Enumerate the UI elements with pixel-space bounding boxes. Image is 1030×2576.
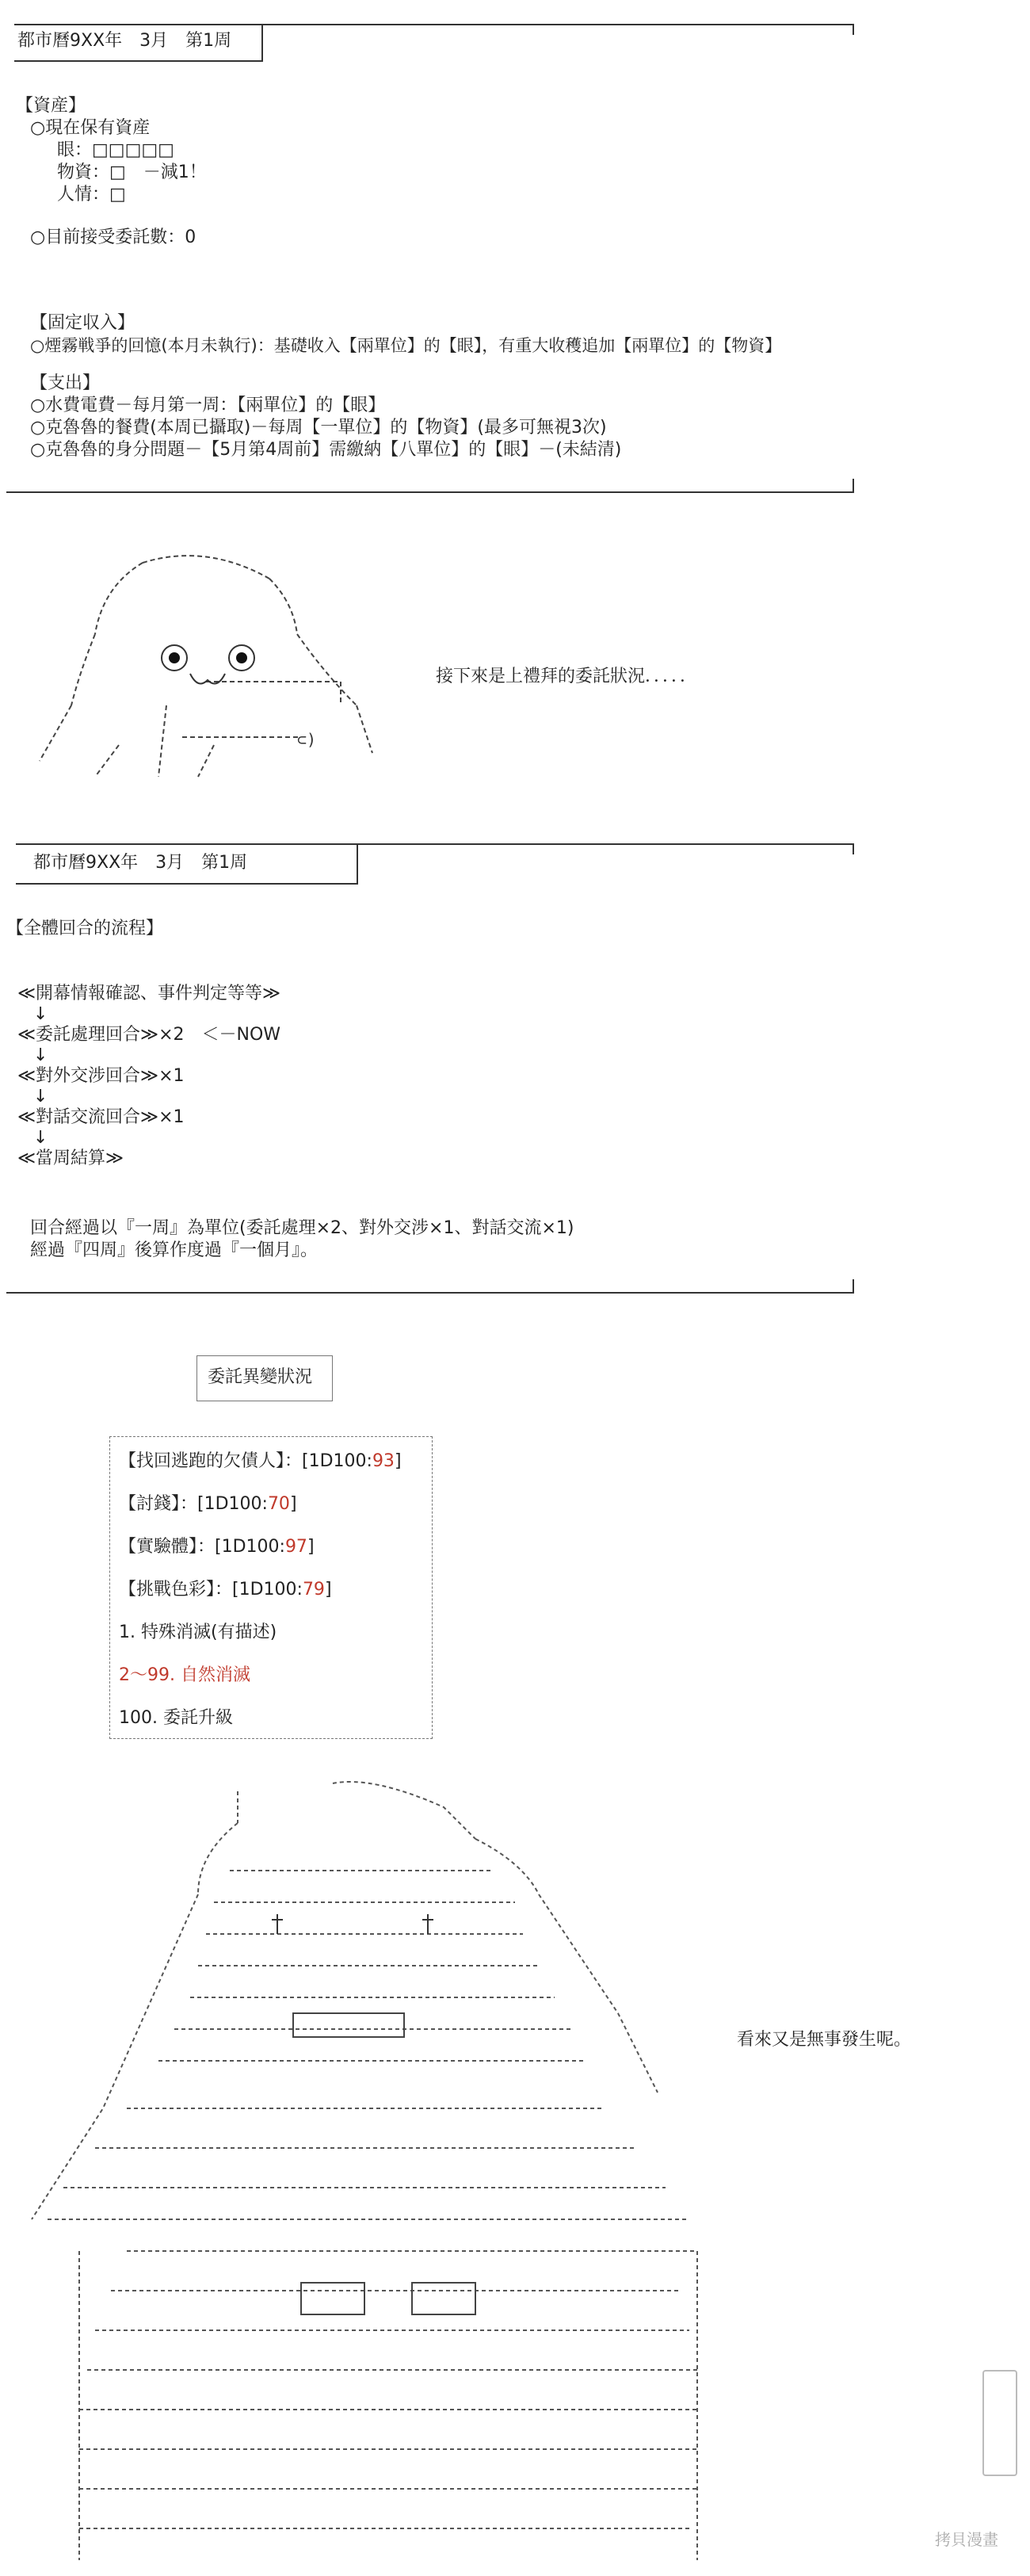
- roll-row: 【挑戰色彩】：[1D100:79]: [119, 1580, 332, 1599]
- roll-option: 1. 特殊消滅(有描述): [119, 1622, 277, 1642]
- header2-underline: [16, 883, 357, 885]
- flow-title: 【全體回合的流程】: [6, 919, 164, 938]
- roll-row: 【討錢】：[1D100:70]: [119, 1494, 297, 1514]
- assets-eye: 眼：□□□□□: [57, 140, 174, 160]
- top-rule-end: [853, 24, 854, 35]
- top-rule-2-end: [853, 843, 854, 854]
- commission-count: ○目前接受委託數：0: [30, 227, 196, 247]
- change-title: 委託異變狀況: [208, 1367, 313, 1387]
- flow-step: ≪開幕情報確認、事件判定等等≫: [17, 984, 281, 1003]
- expense-item: ○克魯魯的餐費(本周已攝取)－每周【一單位】的【物資】(最多可無視3次): [30, 418, 607, 438]
- assets-material: 物資：□ －減1！: [57, 162, 207, 182]
- expense-item: ○克魯魯的身分問題－【5月第4周前】需繳納【八單位】的【眼】－(未結清): [30, 440, 622, 460]
- header2-box-side: [357, 843, 358, 885]
- roll-row: 【實驗體】：[1D100:97]: [119, 1537, 315, 1557]
- assets-favor: 人情：□: [57, 185, 126, 204]
- flow-arrow: ↓: [33, 1045, 48, 1065]
- top-rule: [14, 24, 854, 25]
- flow-arrow: ↓: [33, 1128, 48, 1148]
- flow-step: ≪對外交涉回合≫×1: [17, 1066, 185, 1086]
- scene1-caption: 接下來是上禮拜的委託狀況．．．．．: [436, 667, 698, 686]
- flow-step: ≪當周結算≫: [17, 1148, 124, 1168]
- roll-row: 【找回逃跑的欠債人】：[1D100:93]: [119, 1451, 402, 1471]
- roll-option-highlight: 2～99. 自然消滅: [119, 1665, 250, 1685]
- header-box-side: [261, 24, 263, 62]
- section-rule-end: [853, 479, 854, 493]
- roll-option: 100. 委託升級: [119, 1708, 233, 1728]
- assets-held: ○現在保有資産: [30, 118, 151, 138]
- flow-arrow: ↓: [33, 1004, 48, 1024]
- scene2-caption: 看來又是無事發生呢。: [737, 2030, 912, 2050]
- flow-note: 回合經過以『一周』為單位(委託處理×2、對外交涉×1、對話交流×1): [30, 1218, 574, 1238]
- flow-step: ≪委託處理回合≫×2 ＜－NOW: [17, 1025, 281, 1045]
- section-rule-2-end: [853, 1279, 854, 1294]
- section-rule: [6, 491, 854, 493]
- expenses-title: 【支出】: [30, 373, 101, 393]
- fixed-income-line: ○煙霧戦爭的回憶(本月未執行)：基礎收入【兩單位】的【眼】，有重大收穫追加【兩單位】的【物資】: [30, 336, 782, 355]
- flow-arrow: ↓: [33, 1087, 48, 1106]
- fixed-income-title: 【固定収入】: [30, 313, 135, 333]
- header-title: 都市曆9XX年 3月 第1周: [17, 31, 232, 51]
- flow-step: ≪對話交流回合≫×1: [17, 1107, 185, 1127]
- expense-item: ○水費電費－每月第一周：【兩單位】的【眼】: [30, 396, 386, 415]
- ascii-art-character: [24, 547, 388, 785]
- watermark-text: 拷貝漫畫: [935, 2530, 998, 2549]
- ascii-art-large-scene: [0, 1775, 713, 2568]
- flow-note: 經過『四周』後算作度過『一個月』。: [30, 1240, 319, 1260]
- assets-title: 【資産】: [16, 96, 86, 116]
- watermark-logo: [982, 2370, 1017, 2476]
- header2-title: 都市曆9XX年 3月 第1周: [33, 853, 248, 873]
- top-rule-2: [16, 843, 854, 845]
- svg-text:⊂): ⊂): [297, 730, 317, 749]
- section-rule-2: [6, 1292, 854, 1294]
- header-underline: [14, 60, 261, 62]
